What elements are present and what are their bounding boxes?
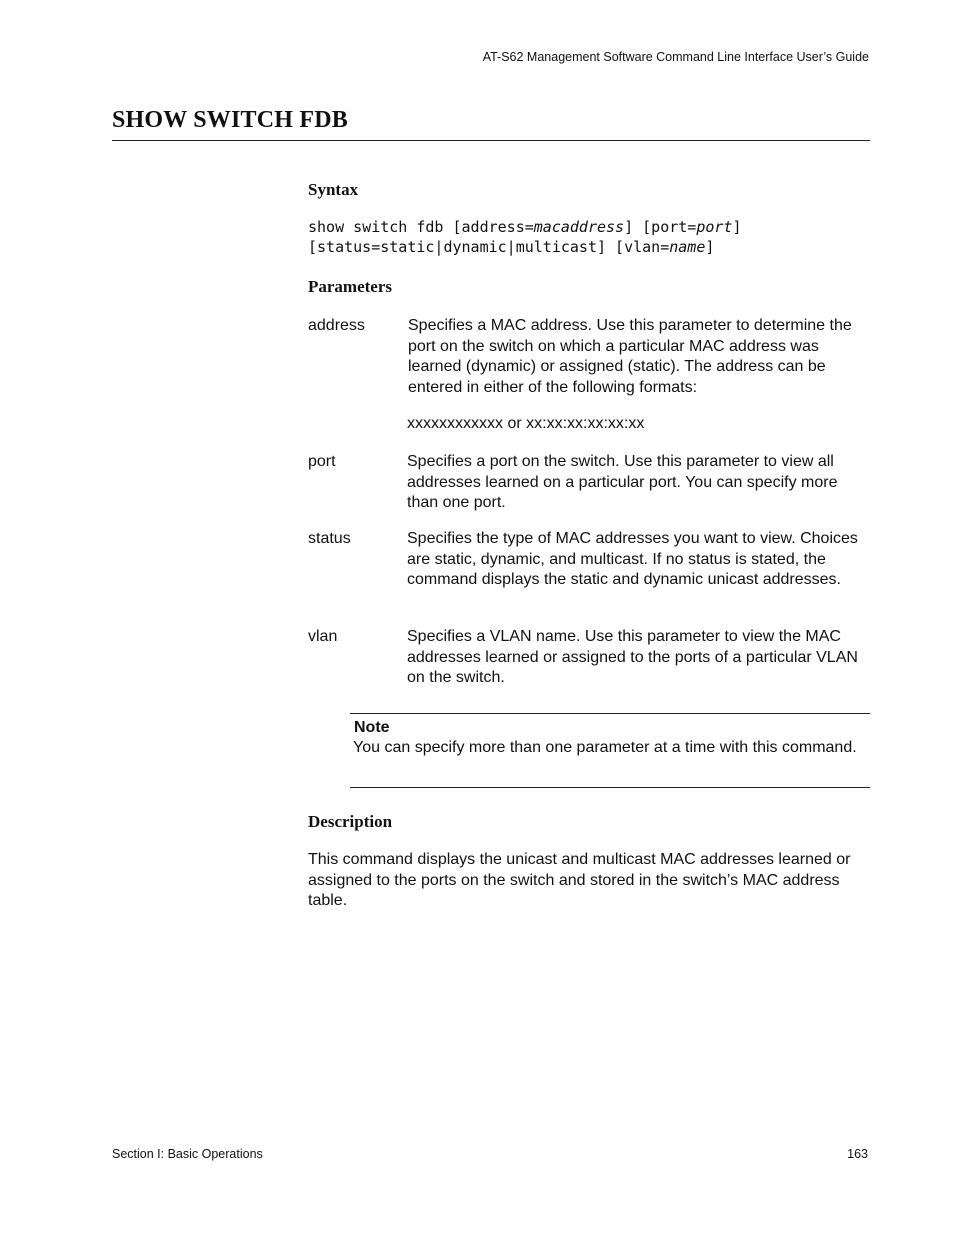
footer-section: Section I: Basic Operations	[112, 1147, 263, 1161]
param-name-address: address	[308, 317, 365, 334]
page-title: SHOW SWITCH FDB	[112, 107, 348, 133]
param-address-format: xxxxxxxxxxxx or xx:xx:xx:xx:xx:xx	[407, 415, 645, 432]
note-title: Note	[354, 719, 390, 736]
syntax-var-name: name	[669, 238, 706, 256]
note-text: You can specify more than one parameter at a time with this command.	[353, 739, 857, 756]
param-desc-address: Specifies a MAC address. Use this parameter to determine the port on the switch on which a particular MAC address was learned (dynamic) or assigned (static). The address can be entered in either of the following formats:	[408, 317, 852, 396]
note-box	[350, 713, 870, 788]
parameters-heading: Parameters	[308, 277, 393, 296]
param-name-status: status	[308, 530, 351, 547]
syntax-block	[308, 217, 742, 257]
param-desc-status: Specifies the type of MAC addresses you want to view. Choices are static, dynamic, and multicast. If no status is stated, the command displays the static and dynamic unicast addresses.	[407, 530, 858, 588]
title-rule	[112, 140, 870, 141]
running-header: AT-S62 Management Software Command Line Interface User’s Guide	[482, 50, 869, 64]
description-heading: Description	[308, 812, 393, 831]
param-desc-vlan: Specifies a VLAN name. Use this parameter to view the MAC addresses learned or assigned to the ports of a particular VLAN on the switch.	[407, 628, 858, 686]
description-text: This command displays the unicast and multicast MAC addresses learned or assigned to the ports on the switch and stored in the switch’s MAC address table.	[308, 851, 851, 909]
syntax-var-port: port	[696, 218, 733, 236]
param-name-vlan: vlan	[308, 628, 338, 645]
syntax-line-1: show switch fdb [address=macaddress] [port=port]	[308, 218, 742, 236]
syntax-heading: Syntax	[308, 180, 359, 199]
footer-page-number: 163	[847, 1147, 868, 1161]
syntax-line-2: [status=static|dynamic|multicast] [vlan=name]	[308, 238, 715, 256]
param-desc-port: Specifies a port on the switch. Use this parameter to view all addresses learned on a particular port. You can specify more than one port.	[407, 453, 838, 511]
param-name-port: port	[308, 453, 336, 470]
syntax-var-macaddress: macaddress	[533, 218, 625, 236]
